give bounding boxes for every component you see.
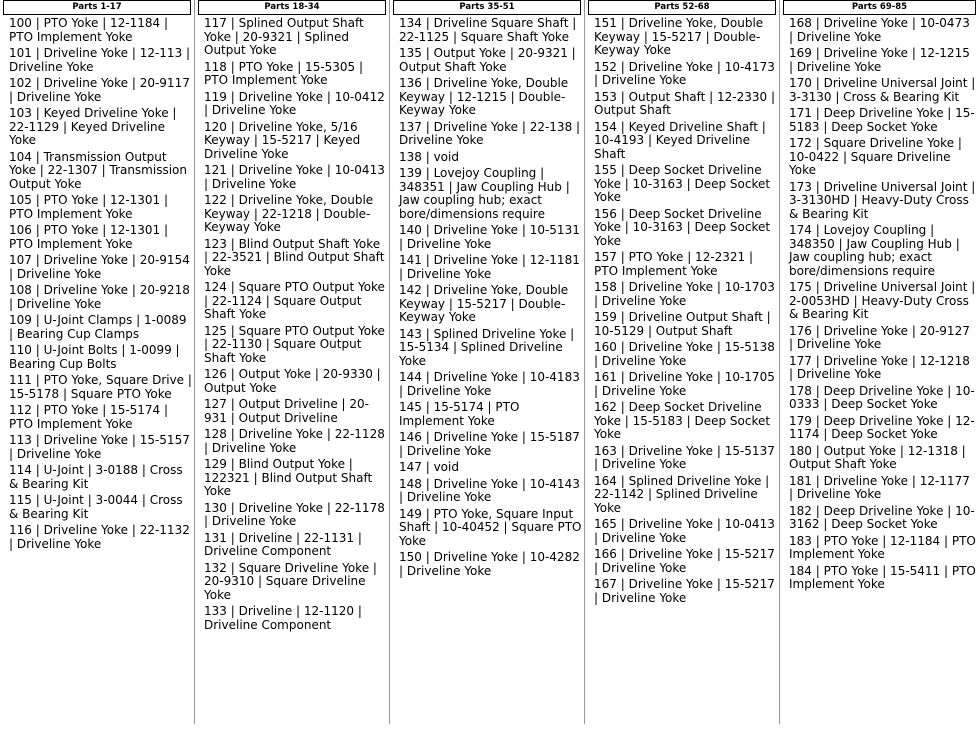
part-entry: 182 | Deep Driveline Yoke | 10-3162 | Deep Socket Yoke (789, 503, 975, 531)
part-entry: 179 | Deep Driveline Yoke | 12-1174 | Deep Socket Yoke (789, 413, 975, 441)
part-entry: 130 | Driveline Yoke | 22-1178 | Driveline Yoke (204, 500, 385, 528)
part-entry: 116 | Driveline Yoke | 22-1132 | Driveline Yoke (9, 523, 190, 551)
parts-list (9, 17, 192, 554)
part-entry: 138 | void (399, 149, 459, 164)
part-entry: 158 | Driveline Yoke | 10-1703 | Driveline Yoke (594, 280, 775, 308)
part-entry: 137 | Driveline Yoke | 22-138 | Driveline Yoke (399, 119, 581, 147)
column-header: Parts 35-51 (393, 0, 581, 15)
part-entry: 156 | Deep Socket Driveline Yoke | 10-3163 | Deep Socket Yoke (594, 206, 771, 248)
part-entry: 127 | Output Driveline | 20-931 | Output Driveline (204, 397, 369, 425)
parts-column-3 (390, 0, 585, 724)
part-entry: 101 | Driveline Yoke | 12-113 | Driveline Yoke (9, 46, 191, 74)
part-entry: 165 | Driveline Yoke | 10-0413 | Driveline Yoke (594, 517, 775, 545)
part-entry: 136 | Driveline Yoke, Double Keyway | 12-1215 | Double-Keyway Yoke (399, 76, 569, 117)
parts-list (789, 17, 977, 595)
part-entry: 175 | Driveline Universal Joint | 2-0053HD | Heavy-Duty Cross & Bearing Kit (789, 280, 976, 321)
part-entry: 169 | Driveline Yoke | 12-1215 | Driveline Yoke (789, 46, 970, 74)
part-entry: 148 | Driveline Yoke | 10-4143 | Driveline Yoke (399, 476, 580, 504)
part-entry: 171 | Deep Driveline Yoke | 15-5183 | Deep Socket Yoke (789, 106, 975, 134)
part-entry: 162 | Deep Socket Driveline Yoke | 15-5183 | Deep Socket Yoke (594, 400, 771, 441)
part-entry: 104 | Transmission Output Yoke | 22-1307 | Transmission Output Yoke (9, 149, 187, 191)
part-entry: 146 | Driveline Yoke | 15-5187 | Driveline Yoke (399, 430, 580, 458)
part-entry: 107 | Driveline Yoke | 20-9154 | Driveline Yoke (9, 253, 190, 281)
part-entry: 109 | U-Joint Clamps | 1-0089 | Bearing Cup Clamps (9, 313, 187, 341)
part-entry: 108 | Driveline Yoke | 20-9218 | Driveline Yoke (9, 283, 190, 311)
part-entry: 161 | Driveline Yoke | 10-1705 | Driveline Yoke (594, 370, 775, 398)
part-entry: 124 | Square PTO Output Yoke | 22-1124 | Square Output Shaft Yoke (204, 280, 385, 321)
column-header: Parts 69-85 (783, 0, 976, 15)
part-entry: 106 | PTO Yoke | 12-1301 | PTO Implement Yoke (9, 223, 169, 251)
part-entry: 119 | Driveline Yoke | 10-0412 | Driveline Yoke (204, 89, 385, 117)
parts-column-4 (585, 0, 780, 724)
part-entry: 176 | Driveline Yoke | 20-9127 | Driveline Yoke (789, 323, 970, 351)
parts-list (399, 17, 582, 581)
part-entry: 123 | Blind Output Shaft Yoke | 22-3521 | Blind Output Shaft Yoke (204, 236, 385, 278)
part-entry: 144 | Driveline Yoke | 10-4183 | Driveline Yoke (399, 370, 580, 398)
part-entry: 105 | PTO Yoke | 12-1301 | PTO Implement Yoke (9, 193, 169, 221)
parts-column-2 (195, 0, 390, 724)
part-entry: 173 | Driveline Universal Joint | 3-3130HD | Heavy-Duty Cross & Bearing Kit (789, 179, 976, 221)
part-entry: 110 | U-Joint Bolts | 1-0099 | Bearing Cup Bolts (9, 343, 180, 371)
part-entry: 172 | Square Driveline Yoke | 10-0422 | Square Driveline Yoke (789, 136, 962, 177)
part-entry: 126 | Output Yoke | 20-9330 | Output Yoke (204, 367, 381, 395)
part-entry: 167 | Driveline Yoke | 15-5217 | Driveline Yoke (594, 577, 775, 605)
part-entry: 121 | Driveline Yoke | 10-0413 | Driveline Yoke (204, 163, 385, 191)
part-entry: 141 | Driveline Yoke | 12-1181 | Driveline Yoke (399, 253, 580, 281)
part-entry: 178 | Deep Driveline Yoke | 10-0333 | Deep Socket Yoke (789, 383, 975, 411)
part-entry: 103 | Keyed Driveline Yoke | 22-1129 | Keyed Driveline Yoke (9, 106, 177, 147)
part-entry: 159 | Driveline Output Shaft | 10-5129 | Output Shaft (594, 310, 771, 338)
part-entry: 181 | Driveline Yoke | 12-1177 | Driveline Yoke (789, 473, 970, 501)
part-entry: 143 | Splined Driveline Yoke | 15-5134 | Splined Driveline Yoke (399, 326, 575, 368)
part-entry: 184 | PTO Yoke | 15-5411 | PTO Implement Yoke (789, 563, 976, 591)
part-entry: 122 | Driveline Yoke, Double Keyway | 22-1218 | Double-Keyway Yoke (204, 193, 374, 234)
part-entry: 170 | Driveline Universal Joint | 3-3130 | Cross & Bearing Kit (789, 76, 976, 104)
part-entry: 140 | Driveline Yoke | 10-5131 | Driveline Yoke (399, 223, 580, 251)
part-entry: 164 | Splined Driveline Yoke | 22-1142 | Splined Driveline Yoke (594, 473, 770, 515)
part-entry: 115 | U-Joint | 3-0044 | Cross & Bearing Kit (9, 493, 183, 521)
part-entry: 135 | Output Yoke | 20-9321 | Output Shaft Yoke (399, 46, 576, 74)
part-entry: 147 | void (399, 460, 459, 474)
part-entry: 163 | Driveline Yoke | 15-5137 | Driveline Yoke (594, 443, 775, 471)
part-entry: 152 | Driveline Yoke | 10-4173 | Driveline Yoke (594, 59, 775, 87)
part-entry: 133 | Driveline | 12-1120 | Driveline Component (204, 604, 362, 632)
part-entry: 154 | Keyed Driveline Shaft | 10-4193 | Keyed Driveline Shaft (594, 119, 766, 161)
part-entry: 168 | Driveline Yoke | 10-0473 | Driveline Yoke (789, 16, 970, 44)
part-entry: 157 | PTO Yoke | 12-2321 | PTO Implement Yoke (594, 250, 754, 278)
part-entry: 134 | Driveline Square Shaft | 22-1125 | Square Shaft Yoke (399, 16, 577, 44)
part-entry: 114 | U-Joint | 3-0188 | Cross & Bearing Kit (9, 463, 183, 491)
part-entry: 180 | Output Yoke | 12-1318 | Output Shaft Yoke (789, 443, 966, 471)
part-entry: 111 | PTO Yoke, Square Drive | 15-5178 | Square PTO Yoke (9, 373, 192, 401)
part-entry: 102 | Driveline Yoke | 20-9117 | Driveline Yoke (9, 76, 190, 104)
column-header: Parts 52-68 (588, 0, 776, 15)
part-entry: 117 | Splined Output Shaft Yoke | 20-9321 | Splined Output Yoke (204, 16, 364, 57)
part-entry: 131 | Driveline | 22-1131 | Driveline Component (204, 530, 362, 558)
part-entry: 112 | PTO Yoke | 15-5174 | PTO Implement Yoke (9, 403, 169, 431)
part-entry: 139 | Lovejoy Coupling | 348351 | Jaw Coupling Hub | Jaw coupling hub; exact bore/dimensions require (399, 166, 570, 221)
part-entry: 125 | Square PTO Output Yoke | 22-1130 | Square Output Shaft Yoke (204, 323, 385, 365)
part-entry: 183 | PTO Yoke | 12-1184 | PTO Implement Yoke (789, 533, 976, 561)
part-entry: 150 | Driveline Yoke | 10-4282 | Driveline Yoke (399, 550, 580, 578)
part-entry: 145 | 15-5174 | PTO Implement Yoke (399, 400, 520, 428)
part-entry: 113 | Driveline Yoke | 15-5157 | Driveline Yoke (9, 433, 190, 461)
part-entry: 118 | PTO Yoke | 15-5305 | PTO Implement Yoke (204, 59, 364, 87)
part-entry: 132 | Square Driveline Yoke | 20-9310 | Square Driveline Yoke (204, 560, 377, 602)
part-entry: 128 | Driveline Yoke | 22-1128 | Driveline Yoke (204, 427, 385, 455)
part-entry: 129 | Blind Output Yoke | 122321 | Blind Output Shaft Yoke (204, 457, 373, 498)
column-header: Parts 1-17 (3, 0, 191, 15)
part-entry: 120 | Driveline Yoke, 5/16 Keyway | 15-5217 | Keyed Driveline Yoke (204, 119, 361, 161)
part-entry: 174 | Lovejoy Coupling | 348350 | Jaw Coupling Hub | Jaw coupling hub; exact bore/dimensions require (789, 223, 960, 278)
parts-list (204, 17, 387, 635)
column-header: Parts 18-34 (198, 0, 386, 15)
parts-column-5 (780, 0, 979, 724)
part-entry: 100 | PTO Yoke | 12-1184 | PTO Implement Yoke (9, 16, 169, 44)
part-entry: 142 | Driveline Yoke, Double Keyway | 15-5217 | Double-Keyway Yoke (399, 283, 569, 324)
part-entry: 155 | Deep Socket Driveline Yoke | 10-3163 | Deep Socket Yoke (594, 163, 771, 204)
parts-column-1 (0, 0, 195, 724)
part-entry: 151 | Driveline Yoke, Double Keyway | 15-5217 | Double-Keyway Yoke (594, 16, 764, 57)
parts-list (594, 17, 777, 608)
part-entry: 149 | PTO Yoke, Square Input Shaft | 10-40452 | Square PTO Yoke (399, 506, 582, 548)
part-entry: 153 | Output Shaft | 12-2330 | Output Shaft (594, 89, 776, 117)
part-entry: 177 | Driveline Yoke | 12-1218 | Driveline Yoke (789, 353, 970, 381)
part-entry: 160 | Driveline Yoke | 15-5138 | Driveline Yoke (594, 340, 775, 368)
part-entry: 166 | Driveline Yoke | 15-5217 | Driveline Yoke (594, 547, 775, 575)
